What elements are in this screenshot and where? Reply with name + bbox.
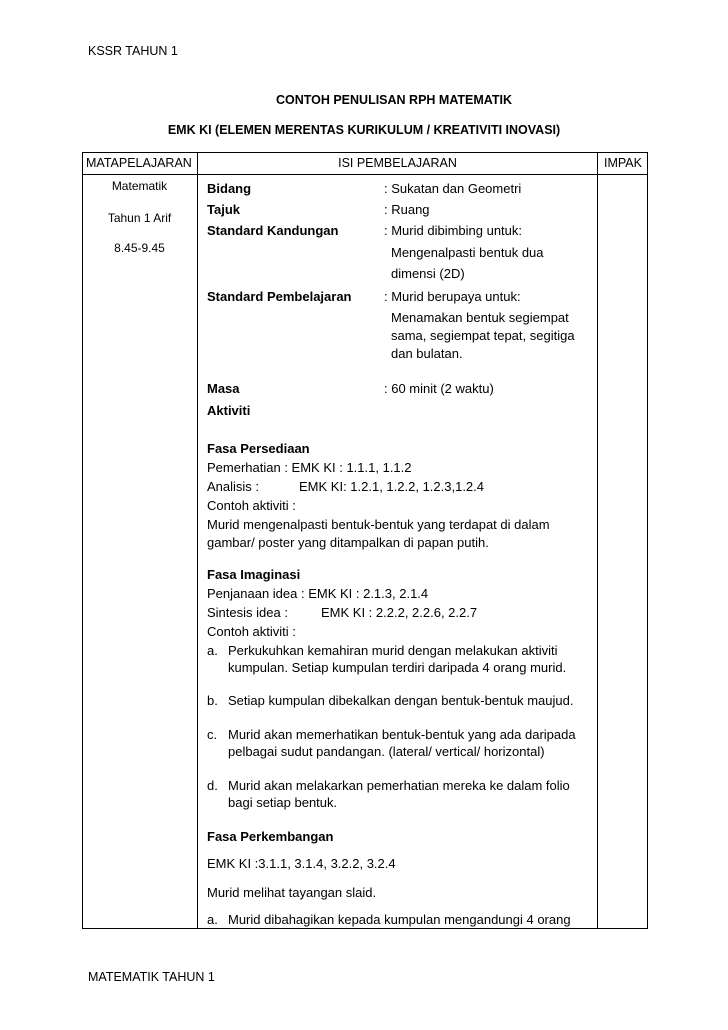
page-title: CONTOH PENULISAN RPH MATEMATIK [275,93,513,107]
fasa1-line: Contoh aktiviti : [207,498,296,513]
sp-line: sama, segiempat tepat, segitiga [391,328,575,343]
column-divider [597,152,598,929]
sk-line: Mengenalpasti bentuk dua [391,245,544,260]
fasa3-line: EMK KI :3.1.1, 3.1.4, 3.2.2, 3.2.4 [207,856,396,871]
fasa1-line: Pemerhatian : EMK KI : 1.1.1, 1.1.2 [207,460,412,475]
sp-line: dan bulatan. [391,346,463,361]
sp-line: Menamakan bentuk segiempat [391,310,569,325]
list-item: bagi setiap bentuk. [228,795,338,810]
time: 8.45-9.45 [114,241,165,255]
class: Tahun 1 Arif [107,211,172,225]
fasa2-line: Contoh aktiviti : [207,624,296,639]
tajuk-label: Tajuk [207,202,240,217]
list-item: kumpulan. Setiap kumpulan terdiri daripada 4 orang murid. [228,660,567,675]
fasa-perkembangan-heading: Fasa Perkembangan [207,829,334,844]
fasa1-line: EMK KI: 1.2.1, 1.2.2, 1.2.3,1.2.4 [299,479,485,494]
standard-kandungan-label: Standard Kandungan [207,223,339,238]
list-marker: a. [207,912,218,927]
fasa1-line: Analisis : [207,479,260,494]
header-divider [82,174,648,175]
list-marker: b. [207,693,218,708]
column-divider [197,152,198,929]
fasa1-line: gambar/ poster yang ditampalkan di papan putih. [207,535,489,550]
list-item: pelbagai sudut pandangan. (lateral/ vertical/ horizontal) [228,744,545,759]
bidang-value: : Sukatan dan Geometri [384,181,522,196]
page-header: KSSR TAHUN 1 [88,44,178,58]
masa-value: : 60 minit (2 waktu) [384,381,494,396]
fasa2-line: Penjanaan idea : EMK KI : 2.1.3, 2.1.4 [207,586,429,601]
page-footer: MATEMATIK TAHUN 1 [88,970,215,984]
col-header-isi: ISI PEMBELAJARAN [338,156,457,170]
fasa3-line: Murid melihat tayangan slaid. [207,885,377,900]
tajuk-value: : Ruang [384,202,430,217]
subject: Matematik [111,179,168,193]
col-header-matapelajaran: MATAPELAJARAN [86,156,192,170]
list-marker: c. [207,727,218,742]
fasa2-line: EMK KI : 2.2.2, 2.2.6, 2.2.7 [321,605,478,620]
masa-label: Masa [207,381,240,396]
bidang-label: Bidang [207,181,252,196]
page-subtitle: EMK KI (ELEMEN MERENTAS KURIKULUM / KREATIVITI INOVASI) [167,123,561,137]
aktiviti-heading: Aktiviti [207,403,251,418]
list-item: Murid akan memerhatikan bentuk-bentuk yang ada daripada [228,727,576,742]
list-item: Murid akan melakarkan pemerhatian mereka ke dalam folio [228,778,570,793]
fasa1-line: Murid mengenalpasti bentuk-bentuk yang terdapat di dalam [207,517,550,532]
fasa2-line: Sintesis idea : [207,605,288,620]
list-item: Perkukuhkan kemahiran murid dengan melakukan aktiviti [228,643,558,658]
standard-kandungan-value: : Murid dibimbing untuk: [384,223,523,238]
sk-line: dimensi (2D) [391,266,465,281]
list-marker: d. [207,778,218,793]
standard-pembelajaran-value: : Murid berupaya untuk: [384,289,521,304]
fasa-persediaan-heading: Fasa Persediaan [207,441,310,456]
list-marker: a. [207,643,218,658]
list-item: Setiap kumpulan dibekalkan dengan bentuk-bentuk maujud. [228,693,574,708]
standard-pembelajaran-label: Standard Pembelajaran [207,289,352,304]
fasa-imaginasi-heading: Fasa Imaginasi [207,567,301,582]
col-header-impak: IMPAK [604,156,642,170]
list-item: Murid dibahagikan kepada kumpulan mengandungi 4 orang [228,912,571,927]
